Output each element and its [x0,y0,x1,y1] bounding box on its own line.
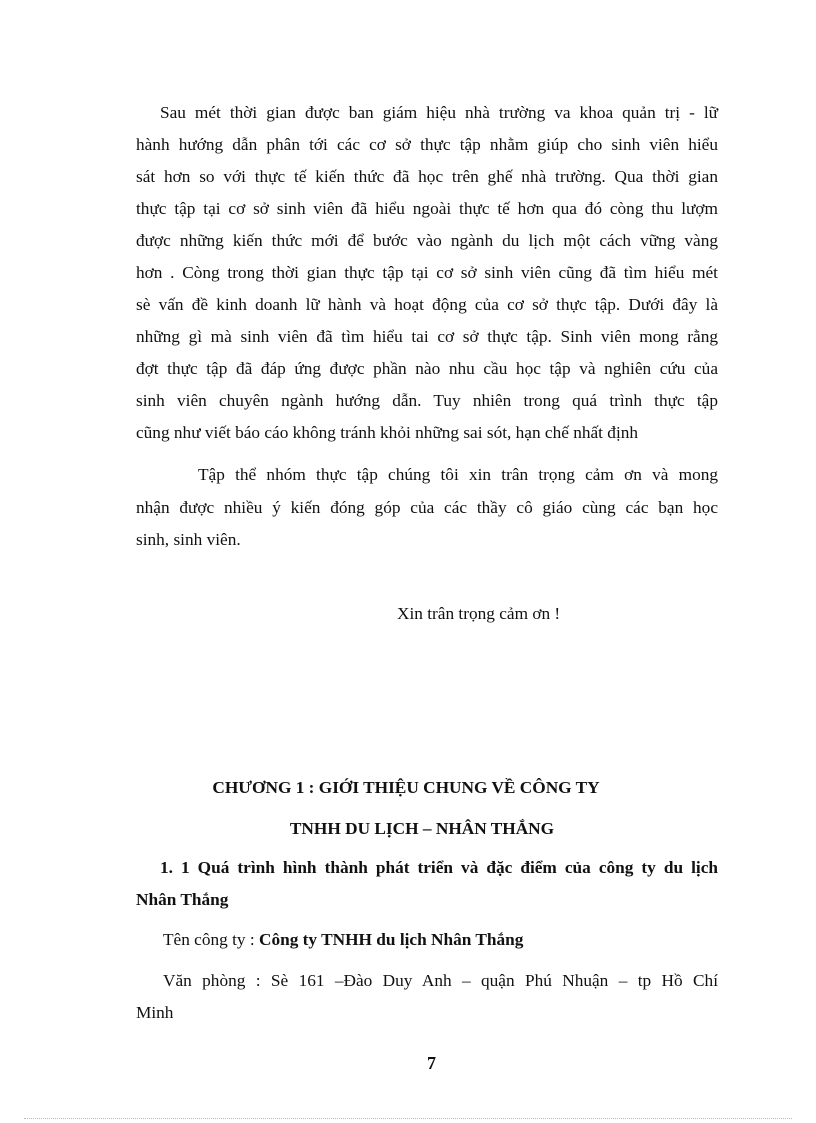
page-separator [24,1118,792,1119]
intro-line: hơn . Còng trong thời gian thực tập tại cơ sở sinh viên cũng đã tìm hiểu mét [136,263,718,282]
intro-line: sinh viên chuyên ngành hướng dẫn. Tuy nhiên trong quá trình thực tập [136,391,718,410]
company-name-row [163,929,523,951]
page-number: 7 [427,1053,436,1073]
chapter-title: CHƯƠNG 1 : GIỚI THIỆU CHUNG VỀ CÔNG TY [212,778,600,797]
intro-line: Sau mét thời gian được ban giám hiệu nhà trường va khoa quản trị - lữ [160,103,718,122]
closing-text: Xin trân trọng cảm ơn ! [397,604,561,623]
section-heading-cont: Nhân Thắng [136,890,229,909]
company-name-value: Công ty TNHH du lịch Nhân Thắng [258,930,524,949]
intro-line: thực tập tại cơ sở sinh viên đã hiểu ngoài thực tế hơn qua đó còng thu lượm [136,199,718,218]
intro-line: sát hơn so với thực tế kiến thức đã học trên ghế nhà trường. Qua thời gian [136,167,718,186]
intro-line: hành hướng dẫn phân tới các cơ sở thực tập nhằm giúp cho sinh viên hiểu [136,135,718,154]
intro-line: đợt thực tập đã đáp ứng được phần nào nhu cầu học tập và nghiên cứu của [136,359,718,378]
intro-line: được những kiến thức mới để bước vào ngành du lịch một cách vững vàng [136,231,718,250]
thanks-line: sinh, sinh viên. [136,530,241,549]
intro-line: sè vấn đề kinh doanh lữ hành và hoạt động của cơ sở thực tập. Dưới đây là [136,295,718,314]
office-address: Văn phòng : Sè 161 –Đào Duy Anh – quận Phú Nhuận – tp Hồ Chí [163,971,718,990]
thanks-line: Tập thể nhóm thực tập chúng tôi xin trân trọng cảm ơn và mong [198,465,718,484]
company-name-label: Tên công ty : [163,930,259,949]
intro-line: những gì mà sinh viên đã tìm hiểu tai cơ sở thực tập. Sinh viên mong rằng [136,327,718,346]
chapter-subtitle: TNHH DU LỊCH – NHÂN THẮNG [289,819,555,838]
section-heading: 1. 1 Quá trình hình thành phát triển và đặc điểm của công ty du lịch [160,858,718,877]
intro-line: cũng như viết báo cáo không tránh khỏi những sai sót, hạn chế nhất định [136,423,639,442]
office-address-cont: Minh [136,1003,174,1022]
thanks-line: nhận được nhiều ý kiến đóng góp của các thầy cô giáo cùng các bạn học [136,498,718,517]
